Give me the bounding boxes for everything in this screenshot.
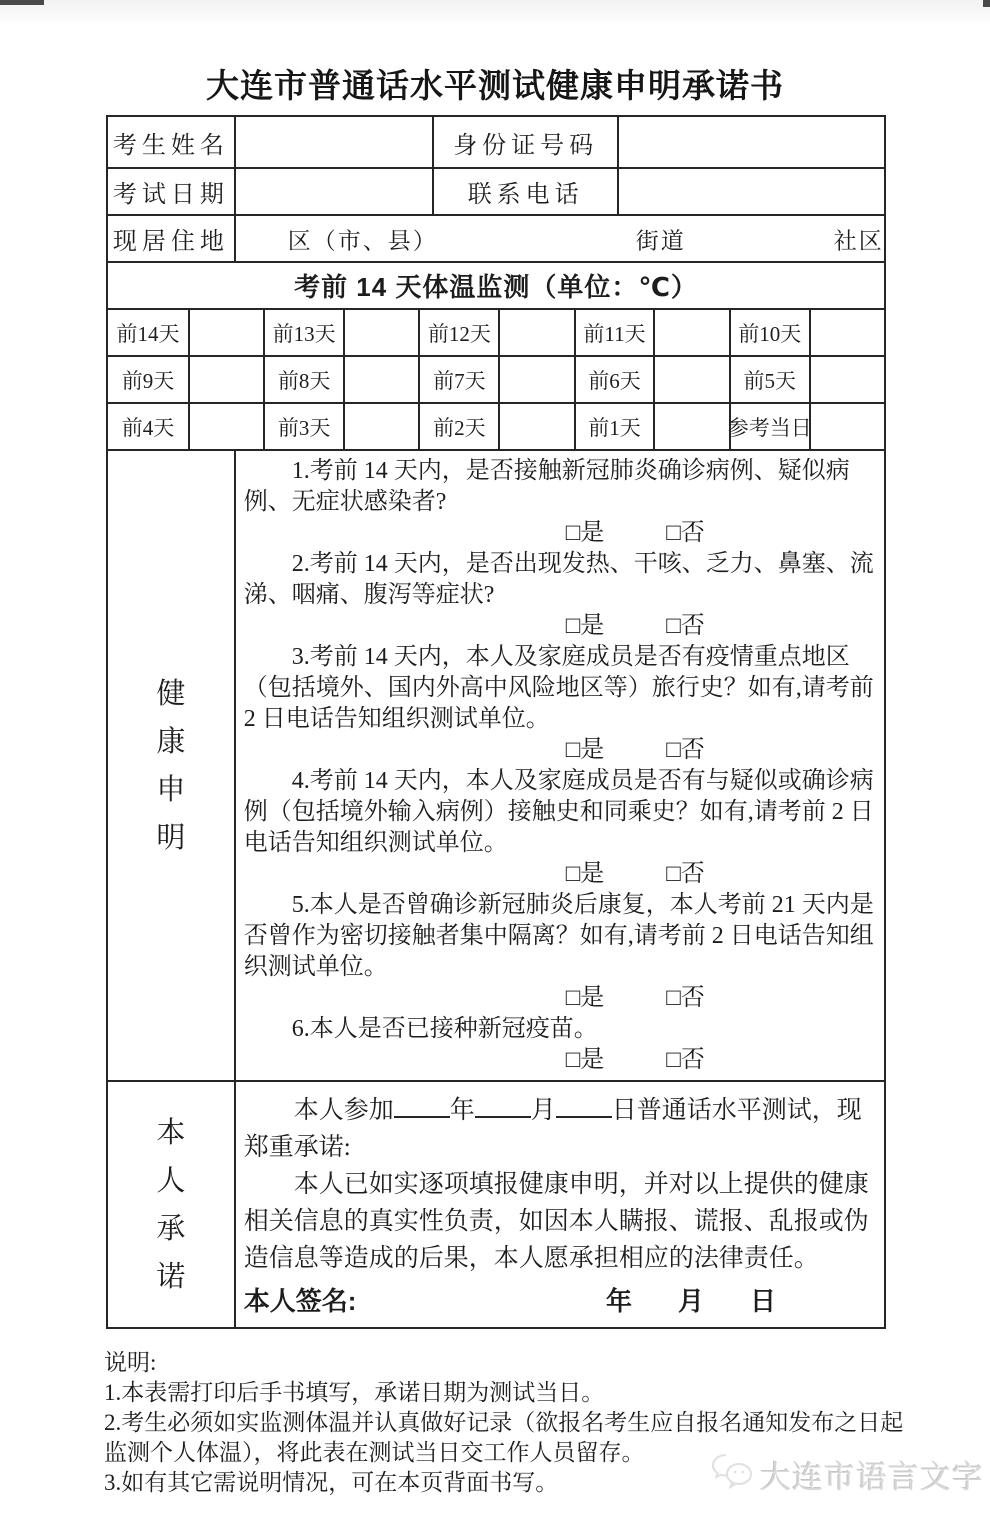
temp-day-label: 前12天 [418, 310, 498, 355]
residence-district-label: 区（市、县） [287, 228, 438, 253]
month-blank-line [475, 1097, 531, 1118]
no-checkbox: □否 [666, 520, 705, 546]
temp-value-cell [343, 404, 418, 449]
temp-day-label: 前10天 [729, 310, 809, 355]
signature-day-label: 日 [749, 1286, 776, 1316]
signature-date [606, 1283, 776, 1320]
temp-value-cell [343, 310, 418, 355]
commitment-section-label: 本人承诺 [156, 1116, 186, 1293]
day-blank-line [556, 1097, 612, 1118]
temperature-row-1 [108, 308, 884, 355]
note-3: 3.如有其它需说明情况，可在本页背面书写。 [104, 1470, 559, 1495]
year-blank-line [394, 1097, 450, 1118]
health-section-label: 健康申明 [156, 677, 186, 854]
no-checkbox: □否 [666, 1047, 705, 1073]
health-questions [234, 451, 884, 1080]
signature-month-label: 月 [677, 1286, 704, 1316]
question-6 [244, 1014, 874, 1076]
temp-value-cell [188, 357, 263, 402]
scan-artifact-left [0, 0, 44, 5]
question-1-options [244, 518, 874, 549]
residence-community-label: 社区 [833, 228, 884, 253]
temp-day-label: 前5天 [729, 357, 809, 402]
question-text: 1.考前 14 天内，是否接触新冠肺炎确诊病例、疑似病例、无症状感染者? [243, 458, 850, 515]
question-4 [244, 766, 874, 890]
question-text: 6.本人是否已接种新冠疫苗。 [291, 1016, 598, 1042]
signature-year-label: 年 [605, 1286, 632, 1316]
watermark [710, 1452, 984, 1497]
question-2-options [244, 611, 874, 642]
temp-value-cell [653, 357, 728, 402]
residence-street-label: 街道 [635, 228, 686, 253]
temp-day-label: 前9天 [121, 368, 175, 393]
question-5 [244, 890, 874, 1014]
temp-value-cell [809, 310, 884, 355]
commitment-p1-prefix: 本人参加 [293, 1097, 394, 1124]
no-checkbox: □否 [666, 985, 705, 1011]
commitment-paragraph-1 [244, 1092, 872, 1166]
temp-day-label: 前4天 [121, 415, 175, 440]
question-3-options [244, 735, 874, 766]
temp-day-label: 前3天 [263, 404, 343, 449]
exam-date-field [234, 169, 433, 214]
month-char: 月 [530, 1097, 556, 1124]
id-number-label: 身份证号码 [432, 117, 617, 167]
residence-label: 现居住地 [112, 229, 229, 255]
residence-row [108, 214, 884, 261]
health-declaration-form [106, 115, 886, 1329]
watermark-text: 大连市语言文字 [760, 1460, 984, 1495]
note-1: 1.本表需打印后手书填写，承诺日期为测试当日。 [104, 1380, 605, 1405]
temp-day-label: 前11天 [574, 310, 654, 355]
temperature-row-3 [108, 402, 884, 449]
question-text: 4.考前 14 天内，本人及家庭成员是否有与疑似或确诊病例（包括境外输入病例）接触史和同乘史？如有,请考前 2 日电话告知组织测试单位。 [243, 768, 874, 856]
question-1 [244, 456, 874, 549]
phone-field [617, 169, 884, 214]
yes-checkbox: □是 [565, 861, 605, 887]
temp-day-label: 前6天 [574, 357, 654, 402]
temp-day-label: 前7天 [418, 357, 498, 402]
health-declaration-section [108, 449, 884, 1080]
question-4-options [244, 859, 874, 890]
temp-value-cell [188, 404, 263, 449]
notes-heading: 说明: [104, 1350, 157, 1375]
exam-date-label: 考试日期 [112, 182, 229, 208]
question-text: 3.考前 14 天内，本人及家庭成员是否有疫情重点地区（包括境外、国内外高中风险地区等）旅行史？如有,请考前 2 日电话告知组织测试单位。 [243, 644, 874, 732]
yes-checkbox: □是 [565, 613, 605, 639]
scan-artifact-right [983, 0, 990, 7]
year-char: 年 [449, 1097, 475, 1124]
no-checkbox: □否 [666, 737, 705, 763]
question-text: 5.本人是否曾确诊新冠肺炎后康复，本人考前 21 天内是否曾作为密切接触者集中隔离？如有,请考前 2 日电话告知组织测试单位。 [243, 892, 874, 980]
temperature-section-title: 考前 14 天体温监测（单位：℃） [294, 272, 698, 302]
id-number-field [617, 117, 884, 167]
no-checkbox: □否 [666, 613, 705, 639]
signature-label: 本人签名: [243, 1286, 357, 1316]
candidate-name-field [234, 117, 433, 167]
temp-day-label: 前8天 [263, 357, 343, 402]
signature-row [244, 1283, 872, 1320]
commitment-p1-suffix: 日普通话水平测试，现郑重承诺: [243, 1097, 862, 1161]
commitment-paragraph-2: 本人已如实逐项填报健康申明，并对以上提供的健康相关信息的真实性负责，如因本人瞒报、谎报、乱报或伪造信息等造成的后果，本人愿承担相应的法律责任。 [243, 1171, 869, 1272]
yes-checkbox: □是 [565, 985, 605, 1011]
question-2 [244, 549, 874, 642]
commitment-section-label-cell [108, 1082, 234, 1327]
temp-day-label: 前2天 [418, 404, 498, 449]
question-6-options [244, 1045, 874, 1076]
temp-value-cell [809, 357, 884, 402]
temp-value-cell [343, 357, 418, 402]
temp-value-cell [188, 310, 263, 355]
residence-field [234, 216, 884, 261]
yes-checkbox: □是 [565, 1047, 605, 1073]
temp-day-label: 前13天 [263, 310, 343, 355]
temperature-row-2 [108, 355, 884, 402]
page-title: 大连市普通话水平测试健康申明承诺书 [206, 67, 784, 104]
yes-checkbox: □是 [565, 520, 605, 546]
temp-value-cell [809, 404, 884, 449]
question-3 [244, 642, 874, 766]
candidate-name-label: 考生姓名 [112, 132, 229, 159]
temp-day-label: 参考当日 [729, 404, 809, 449]
temp-day-label: 前14天 [116, 321, 180, 346]
temp-value-cell [653, 310, 728, 355]
phone-label: 联系电话 [432, 169, 617, 214]
commitment-section [108, 1080, 884, 1327]
health-section-label-cell [108, 451, 234, 1080]
no-checkbox: □否 [666, 861, 705, 887]
commitment-content [234, 1082, 884, 1327]
wechat-bubbles-icon [710, 1453, 754, 1497]
question-5-options [244, 983, 874, 1014]
scan-shadow [0, 0, 990, 26]
info-row-2 [108, 167, 884, 214]
temp-value-cell [498, 404, 573, 449]
temp-value-cell [653, 404, 728, 449]
note-2: 2.考生必须如实监测体温并认真做好记录（欲报名考生应自报名通知发布之日起监测个人体温），将此表在测试当日交工作人员留存。 [104, 1410, 904, 1465]
temp-day-label: 前1天 [574, 404, 654, 449]
question-text: 2.考前 14 天内，是否出现发热、干咳、乏力、鼻塞、流涕、咽痛、腹泻等症状? [243, 551, 874, 608]
temperature-header-row [108, 261, 884, 308]
yes-checkbox: □是 [565, 737, 605, 763]
temp-value-cell [498, 310, 573, 355]
info-row-1 [108, 117, 884, 167]
temp-value-cell [498, 357, 573, 402]
